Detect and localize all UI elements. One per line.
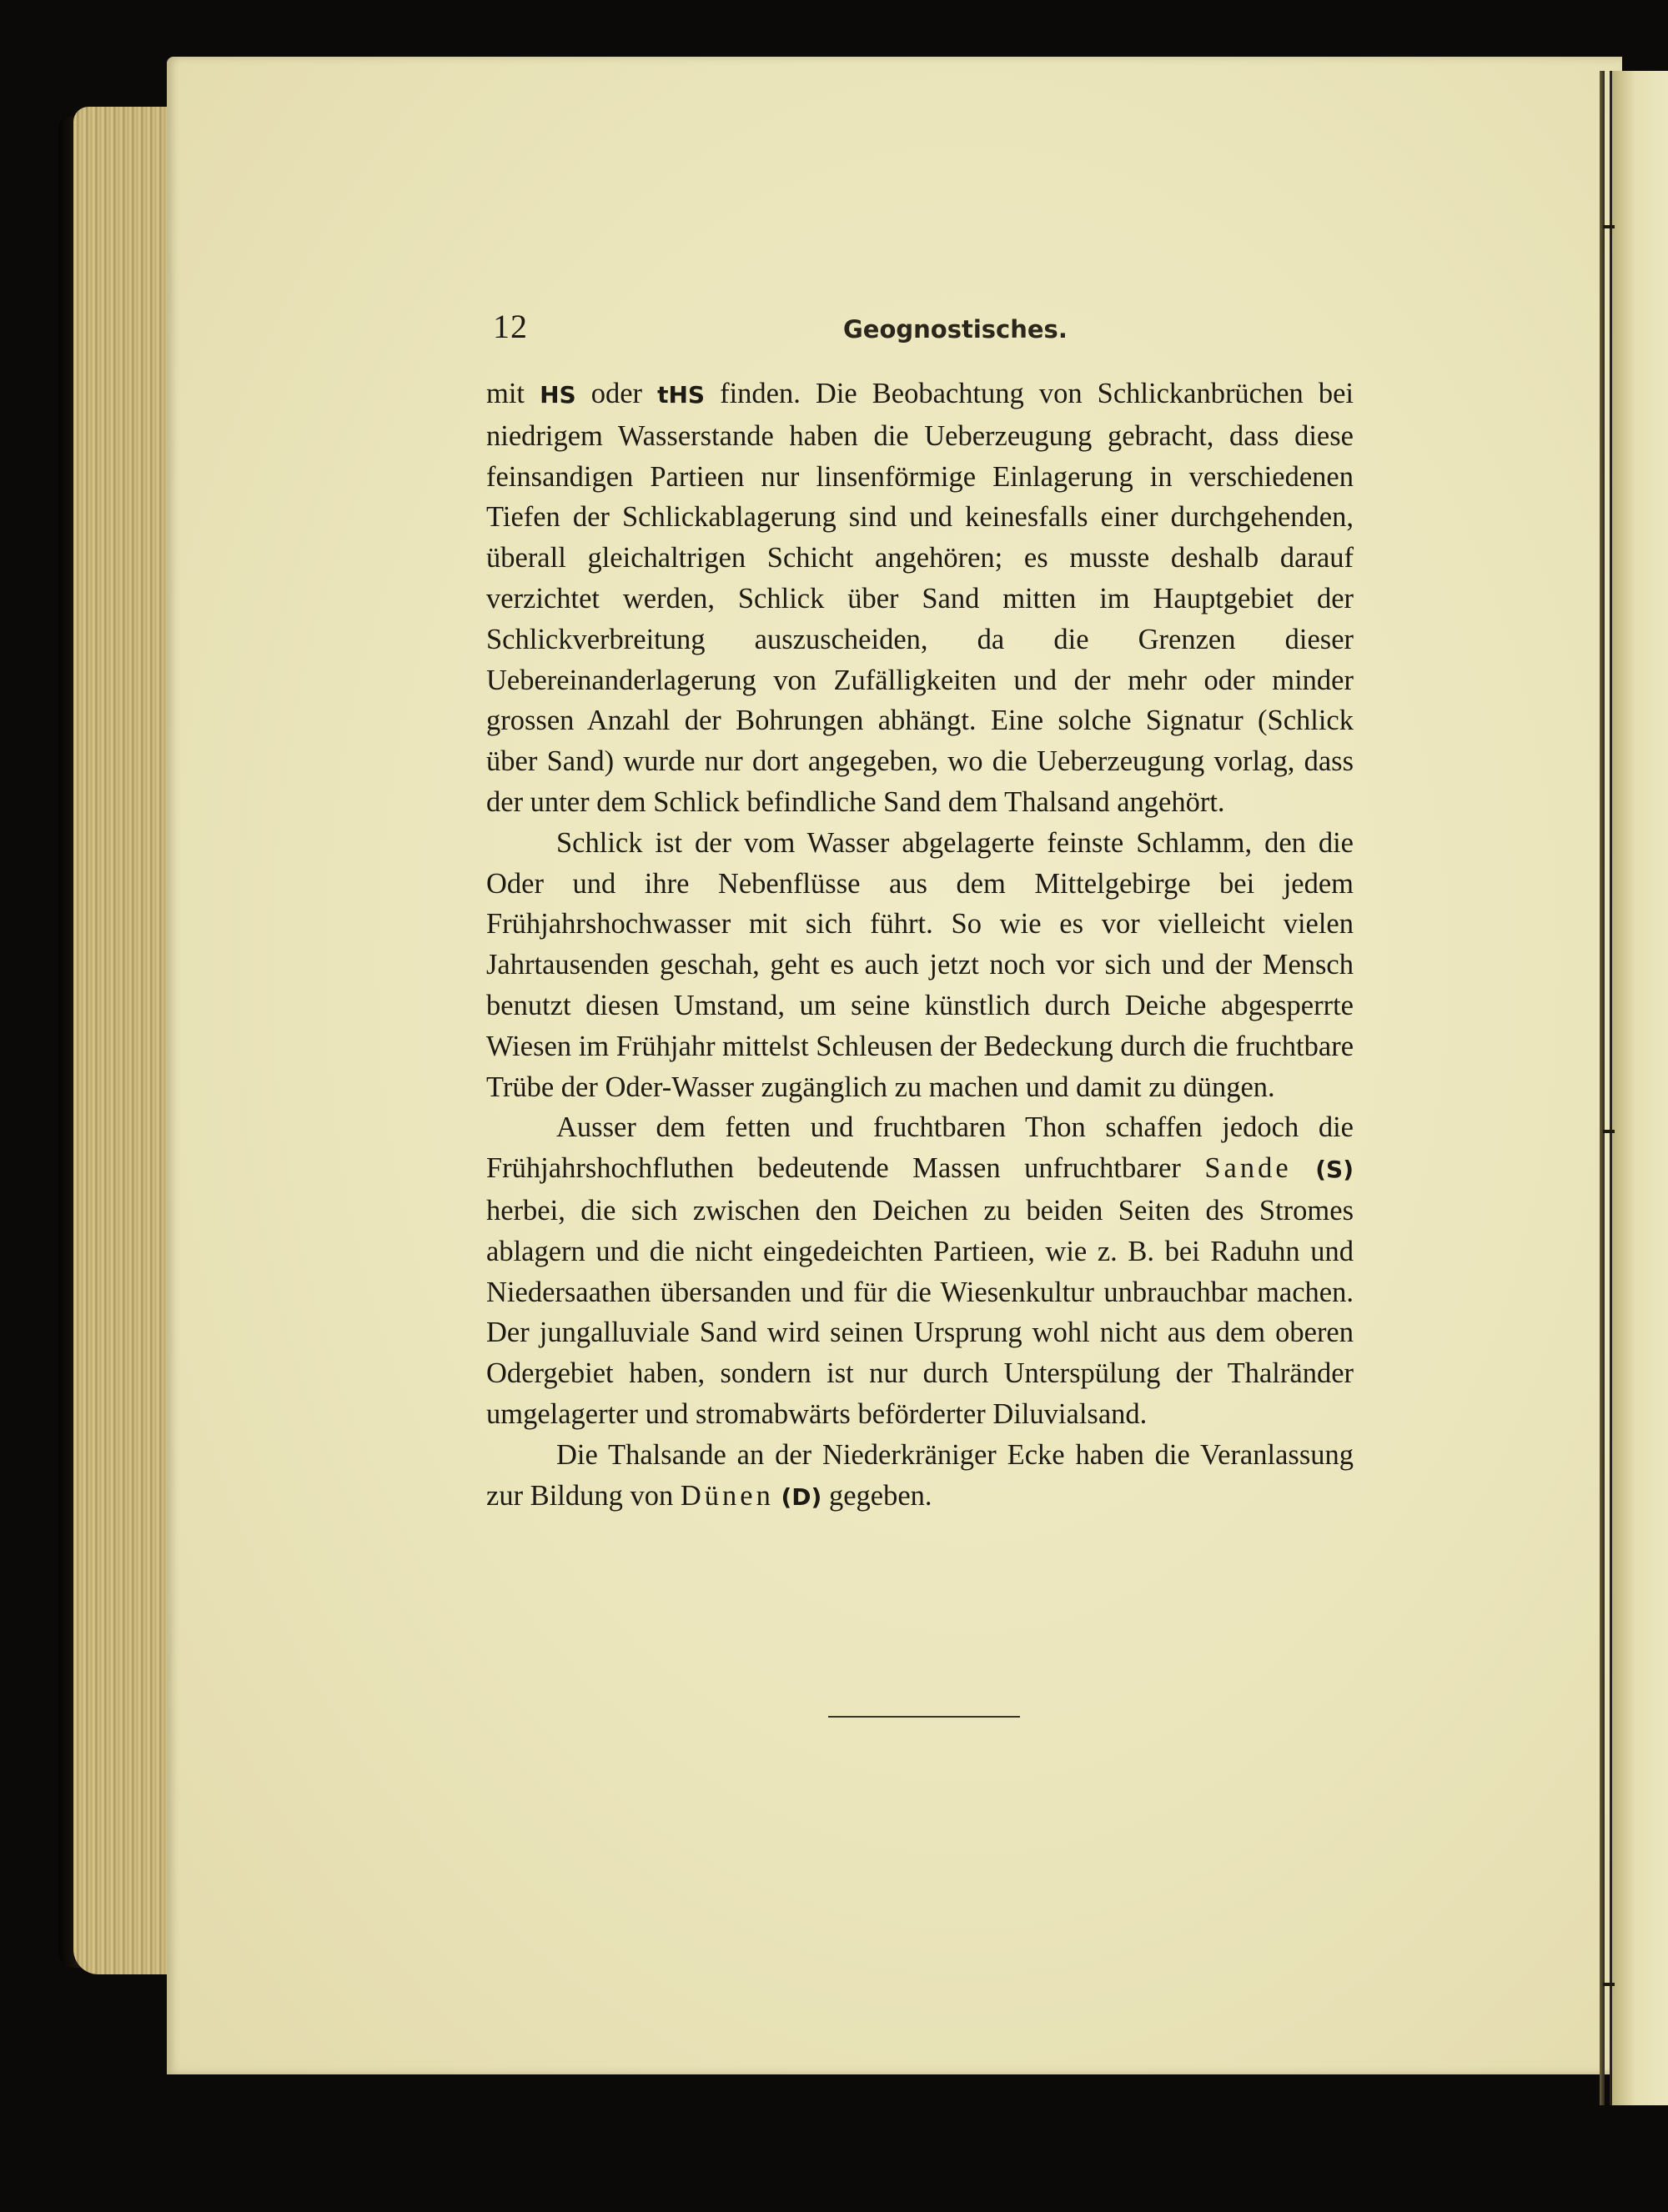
paragraph [486, 1435, 1354, 1518]
running-head: Geognostisches. [843, 315, 1068, 344]
gutter [1600, 71, 1605, 2105]
paragraph [486, 374, 1354, 823]
text-run [1292, 1152, 1316, 1184]
map-symbol: tHS [657, 381, 706, 409]
text-run: herbei, die sich zwischen den Deichen zu beiden Seiten des Stromes ablagern und die nicht eingedeichten Partieen, wie z. B. bei Raduhn und Niedersaathen übersanden und für die Wiesenkultur unbrauchbar machen. Der jungalluviale Sand wird seinen Ursprung wohl nicht aus dem oberen Odergebiet haben, sondern ist nur durch Unterspülung der Thalränder umgelagerter und stromabwärts beförderter Diluvialsand. [486, 1194, 1354, 1430]
page-number: 12 [493, 308, 528, 345]
text-run: oder [575, 378, 658, 409]
paragraph [486, 823, 1354, 1108]
text-run: Schlick ist der vom Wasser abgelagerte feinste Schlamm, den die Oder und ihre Nebenflüsse aus dem Mittelgebirge bei jedem Frühjahrshochwasser mit sich führt. So wie es vor vielleicht vielen Jahrtausenden geschah, geht es auch jetzt noch vor sich und der Mensch benutzt diesen Umstand, um seine künstlich durch Deiche abgesperrte Wiesen im Frühjahr mittelst Schleusen der Bedeckung durch die fruchtbare Trübe der Oder-Wasser zugänglich zu machen und damit zu düngen. [486, 826, 1354, 1103]
page-header [486, 307, 1354, 349]
text-run: Ausser dem fetten und fruchtbaren Thon schaffen jedoch die Frühjahrshochfluthen bedeutende Massen unfruchtbarer [486, 1111, 1354, 1185]
text-run: Die Thalsande an der Niederkräniger Ecke haben die Veranlassung zur Bildung von [486, 1438, 1354, 1512]
emphasized-term: Dünen [680, 1479, 774, 1512]
text-run: gegeben. [821, 1479, 932, 1512]
emphasized-term: Sande [1204, 1152, 1292, 1185]
text-run: mit [486, 378, 540, 409]
map-symbol: (S) [1315, 1156, 1354, 1184]
text-run: finden. Die Beobachtung von Schlickanbrüchen bei niedrigem Wasserstande haben die Ueberzeugung gebracht, dass diese feinsandigen Partieen nur linsenförmige Einlagerung in verschiedenen Tiefen der Schlickablagerung sind und keinesfalls einer durchgehenden, überall gleichaltrigen Schicht angehören; es musste deshalb darauf verzichtet werden, Schlick über Sand mitten im Hauptgebiet der Schlickverbreitung auszuscheiden, da die Grenzen dieser Uebereinanderlagerung von Zufälligkeiten und der mehr oder minder grossen Anzahl der Bohrungen abhängt. Eine solche Signatur (Schlick über Sand) wurde nur dort angegeben, wo die Ueberzeugung vorlag, dass der unter dem Schlick befindliche Sand dem Thalsand angehört. [486, 378, 1354, 818]
map-symbol: (D) [781, 1482, 822, 1511]
map-symbol: HS [540, 381, 576, 409]
section-end-rule [828, 1716, 1020, 1718]
gutter-mark [1603, 225, 1615, 228]
gutter-mark [1603, 1983, 1615, 1986]
paragraph [486, 1107, 1354, 1434]
gutter-mark [1603, 1130, 1615, 1133]
facing-page-strip [1610, 71, 1668, 2105]
body-text [486, 374, 1354, 1517]
